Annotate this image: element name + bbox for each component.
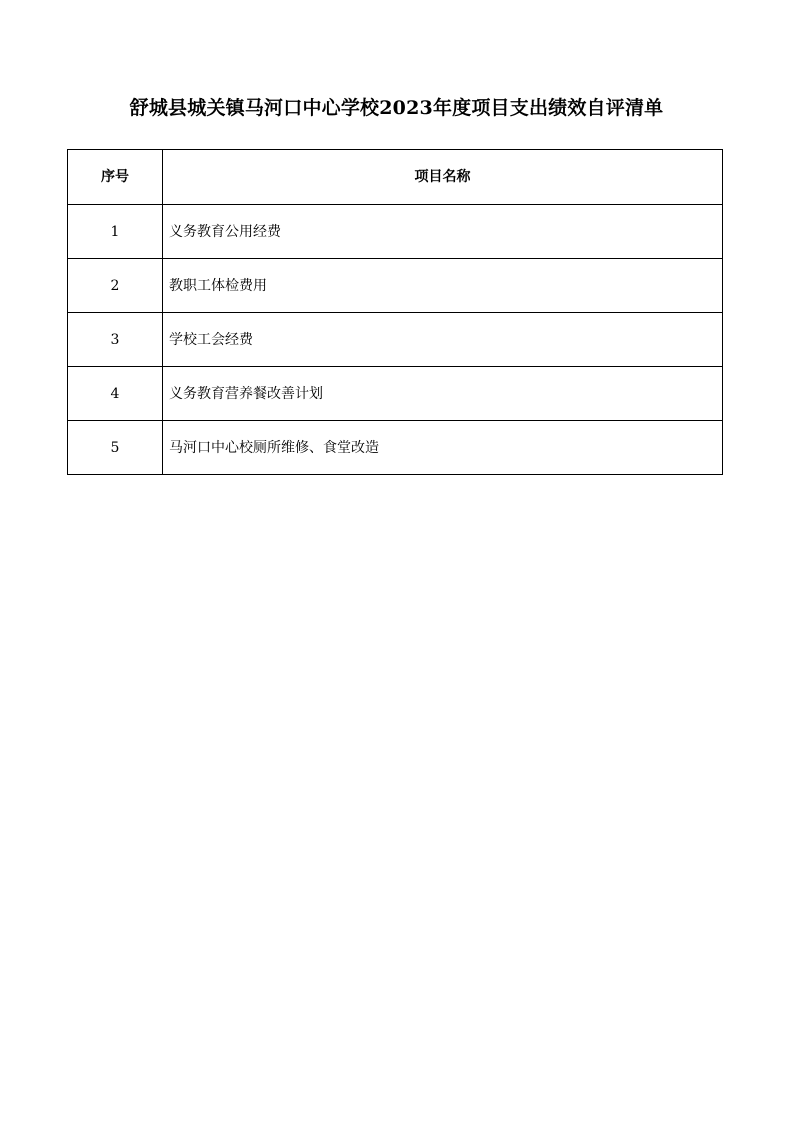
table-row [68, 205, 723, 259]
table-row [68, 367, 723, 421]
column-header-seq: 序号 [68, 150, 163, 205]
table-body [68, 205, 723, 475]
page-title: 舒城县城关镇马河口中心学校2023年度项目支出绩效自评清单 [129, 97, 664, 119]
table-row [68, 259, 723, 313]
table-header-row [68, 150, 723, 205]
row-name-cell: 义务教育营养餐改善计划 [163, 367, 723, 421]
row-name-cell: 义务教育公用经费 [163, 205, 723, 259]
project-list-table [67, 149, 723, 475]
table-header [68, 150, 723, 205]
table-row [68, 421, 723, 475]
row-name-cell: 马河口中心校厕所维修、食堂改造 [163, 421, 723, 475]
row-name-cell: 教职工体检费用 [163, 259, 723, 313]
row-seq-cell: 5 [68, 421, 163, 475]
row-seq-cell: 3 [68, 313, 163, 367]
row-name-cell: 学校工会经费 [163, 313, 723, 367]
row-seq-cell: 4 [68, 367, 163, 421]
row-seq-cell: 1 [68, 205, 163, 259]
table-row [68, 313, 723, 367]
column-header-name: 项目名称 [163, 150, 723, 205]
row-seq-cell: 2 [68, 259, 163, 313]
